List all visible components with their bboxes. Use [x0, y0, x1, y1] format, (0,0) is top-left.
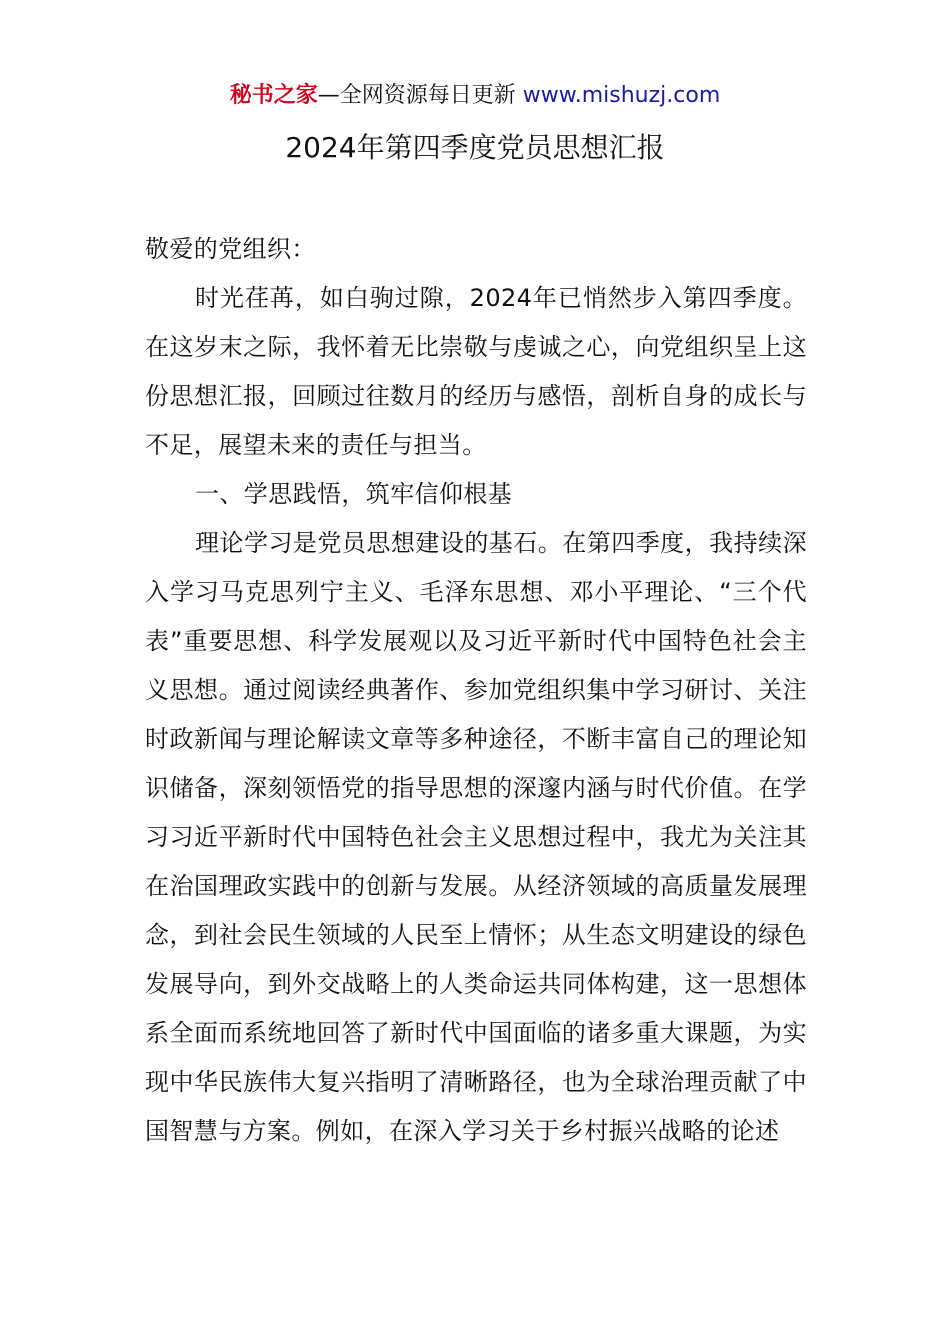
site-header [0, 80, 950, 112]
document-body [145, 225, 807, 1156]
header-tagline: —全网资源每日更新 [317, 83, 523, 108]
site-link[interactable]: www.mishuzj.com [522, 83, 721, 108]
salutation: 敬爱的党组织： [145, 235, 316, 263]
document-title: 2024年第四季度党员思想汇报 [285, 131, 665, 164]
paragraph-theory: 理论学习是党员思想建设的基石。在第四季度，我持续深入学习马克思列宁主义、毛泽东思想、邓小平理论、“三个代表”重要思想、科学发展观以及习近平新时代中国特色社会主义思想。通过阅读经典著作、参加党组织集中学习研讨、关注时政新闻与理论解读文章等多种途径，不断丰富自己的理论知识储备，深刻领悟党的指导思想的深邃内涵与时代价值。在学习习近平新时代中国特色社会主义思想过程中，我尤为关注其在治国理政实践中的创新与发展。从经济领域的高质量发展理念，到社会民生领域的人民至上情怀；从生态文明建设的绿色发展导向，到外交战略上的人类命运共同体构建，这一思想体系全面而系统地回答了新时代中国面临的诸多重大课题，为实现中华民族伟大复兴指明了清晰路径，也为全球治理贡献了中国智慧与方案。例如，在深入学习关于乡村振兴战略的论述 [145, 529, 807, 1145]
paragraph-intro: 时光荏苒，如白驹过隙，2024年已悄然步入第四季度。在这岁末之际，我怀着无比崇敬与虔诚之心，向党组织呈上这份思想汇报，回顾过往数月的经历与感悟，剖析自身的成长与不足，展望未来的责任与担当。 [145, 284, 807, 459]
section-heading: 一、学思践悟，筑牢信仰根基 [195, 480, 513, 508]
brand-name: 秘书之家 [229, 83, 318, 108]
